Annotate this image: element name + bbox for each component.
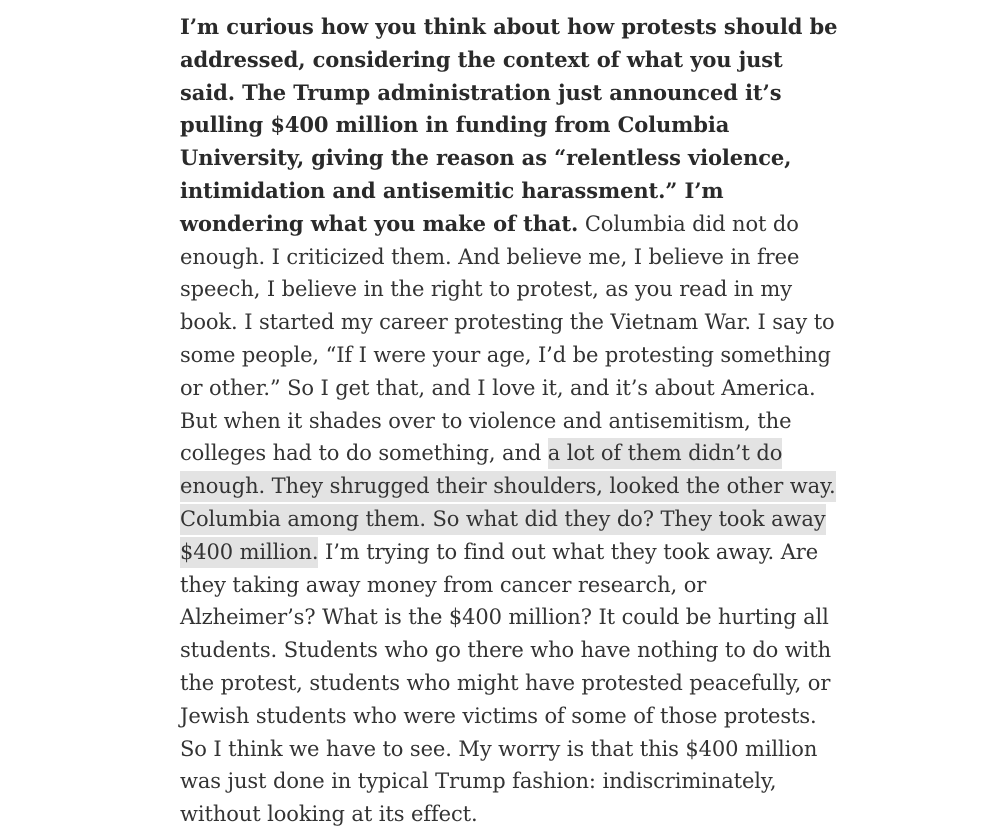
interview-article: [180, 11, 840, 831]
interview-paragraph: [180, 11, 840, 831]
highlighted-passage[interactable]: a lot of them didn’t do enough. They shrugged their shoulders, looked the other way. Columbia among them. So what did they do? They took away $400 million.: [180, 438, 836, 567]
answer-text-end: I’m trying to find out what they took away. Are they taking away money from cancer research, or Alzheimer’s? What is the $400 million? It could be hurting all students. Students who go there who have nothing to do with the protest, students who might have protested peacefully, or Jewish students who were victims of some of those protests. So I think we have to see. My worry is that this $400 million was just done in typical Trump fashion: indiscriminately, without looking at its effect.: [180, 539, 832, 827]
answer-text-start: Columbia did not do enough. I criticized them. And believe me, I believe in free speech, I believe in the right to protest, as you read in my book. I started my career protesting the Vietnam War. I say to some people, “If I were your age, I’d be protesting something or other.” So I get that, and I love it, and it’s about America. But when it shades over to violence and antisemitism, the colleges had to do something, and: [180, 211, 835, 466]
interview-question: I’m curious how you think about how protests should be addressed, considering the context of what you just said. The Trump administration just announced it’s pulling $400 million in funding from Columbia University, giving the reason as “relentless violence, intimidation and antisemitic harassment.” I’m wondering what you make of that.: [180, 14, 838, 236]
